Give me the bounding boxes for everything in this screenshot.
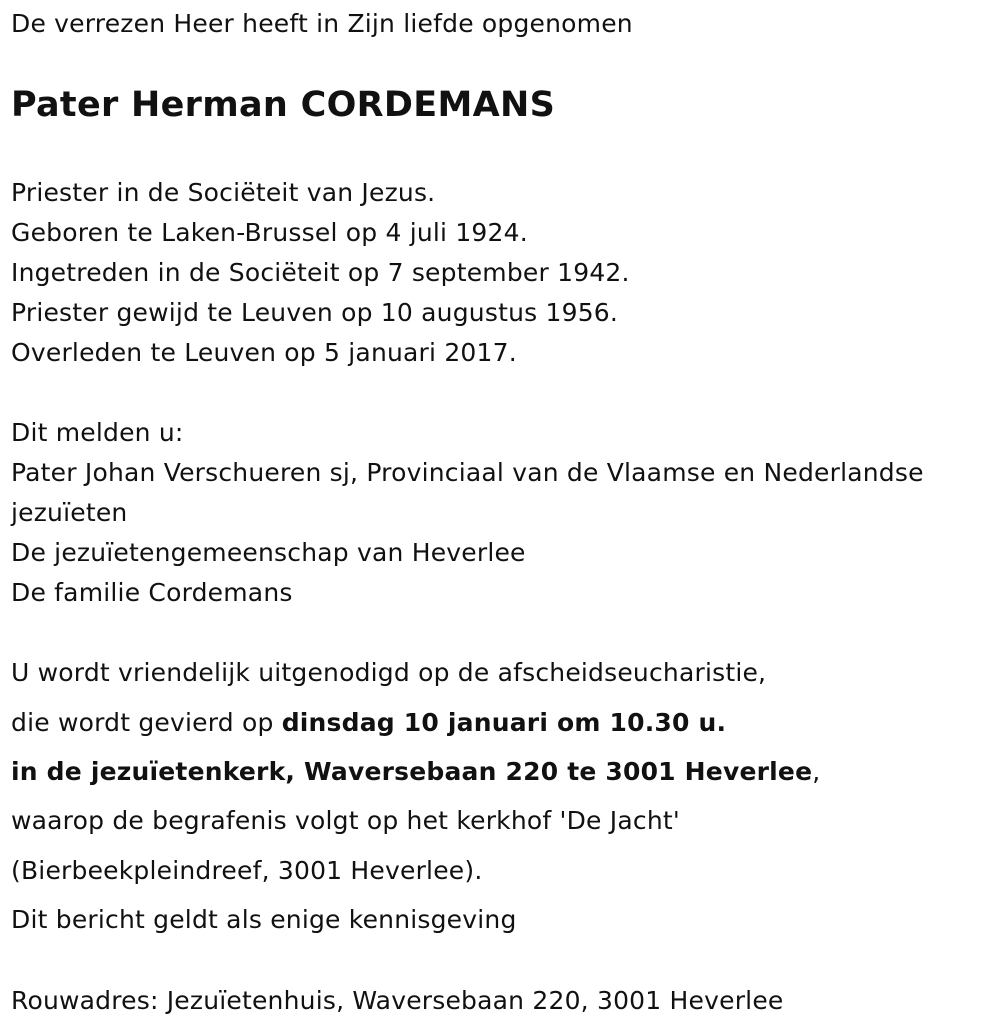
funeral-date-time: dinsdag 10 januari om 10.30 u. bbox=[281, 708, 727, 737]
bio-line: Geboren te Laken-Brussel op 4 juli 1924. bbox=[11, 218, 528, 247]
invitation-location-suffix: , bbox=[812, 757, 821, 786]
notice-statement: Dit bericht geldt als enige kennisgeving bbox=[11, 905, 517, 934]
bio-line: Priester gewijd te Leuven op 10 augustus 1956. bbox=[11, 298, 619, 327]
invitation-line: U wordt vriendelijk uitgenodigd op de afscheidseucharistie, bbox=[11, 658, 767, 687]
announcer-line: Pater Johan Verschueren sj, Provinciaal van de Vlaamse en Nederlandse bbox=[11, 458, 924, 487]
invitation-date-prefix: die wordt gevierd op bbox=[11, 708, 282, 737]
announcers-heading: Dit melden u: bbox=[11, 418, 184, 447]
announcer-line: De familie Cordemans bbox=[11, 578, 293, 607]
deceased-name: Pater Herman CORDEMANS bbox=[11, 85, 556, 125]
mourning-address: Rouwadres: Jezuïetenhuis, Waversebaan 220, 3001 Heverlee bbox=[11, 986, 784, 1015]
announcer-line: jezuïeten bbox=[11, 498, 128, 527]
invitation-date-line bbox=[11, 703, 726, 743]
invitation-location-line bbox=[11, 752, 820, 792]
invitation-line: waarop de begrafenis volgt op het kerkhof 'De Jacht' bbox=[11, 806, 680, 835]
bio-line: Ingetreden in de Sociëteit op 7 september 1942. bbox=[11, 258, 630, 287]
bio-line: Overleden te Leuven op 5 januari 2017. bbox=[11, 338, 517, 367]
announcer-line: De jezuïetengemeenschap van Heverlee bbox=[11, 538, 526, 567]
intro-text: De verrezen Heer heeft in Zijn liefde opgenomen bbox=[11, 9, 633, 38]
invitation-line: (Bierbeekpleindreef, 3001 Heverlee). bbox=[11, 856, 483, 885]
funeral-location: in de jezuïetenkerk, Waversebaan 220 te 3001 Heverlee bbox=[11, 757, 813, 786]
bio-line: Priester in de Sociëteit van Jezus. bbox=[11, 178, 436, 207]
